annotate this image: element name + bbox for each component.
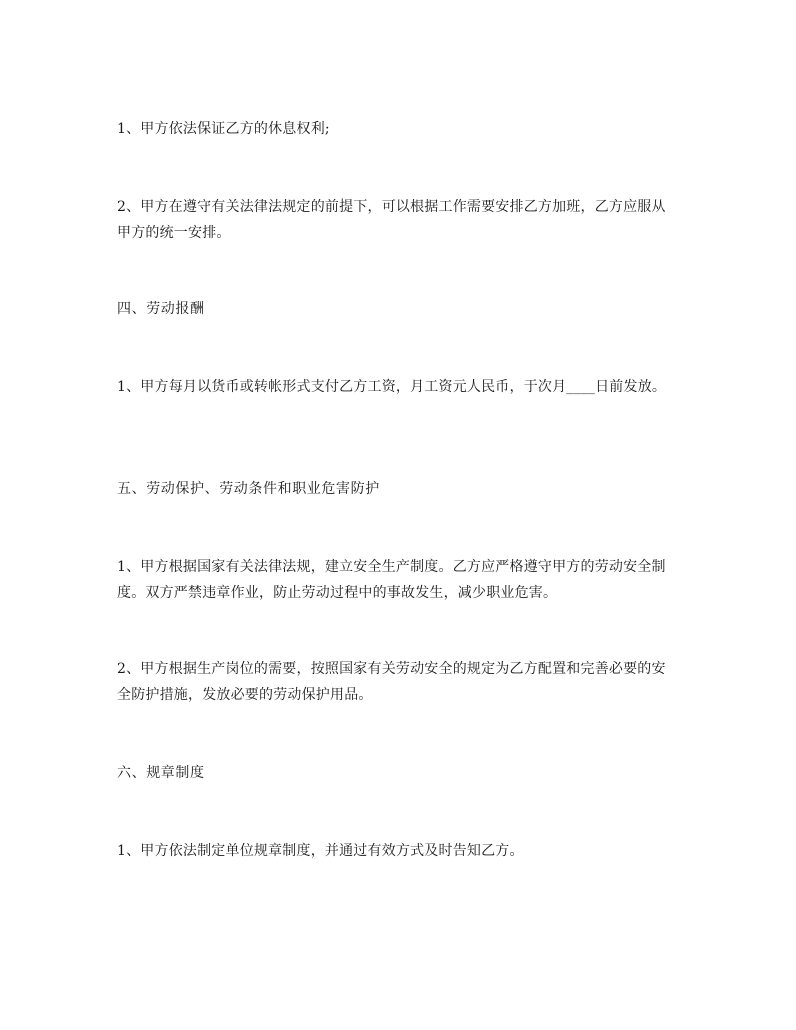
rest-rights-clause: 1、甲方依法保证乙方的休息权利; bbox=[117, 121, 330, 137]
section-heading-remuneration: 四、劳动报酬 bbox=[117, 301, 205, 317]
rules-notification-clause: 1、甲方依法制定单位规章制度，并通过有效方式及时告知乙方。 bbox=[117, 843, 524, 859]
section-heading-rules: 六、规章制度 bbox=[117, 765, 205, 781]
section-heading-labor-protection: 五、劳动保护、劳动条件和职业危害防护 bbox=[117, 481, 380, 497]
protective-measures-clause: 2、甲方根据生产岗位的需要，按照国家有关劳动安全的规定为乙方配置和完善必要的安全防护措施，发放必要的劳动保护用品。 bbox=[117, 661, 666, 703]
overtime-clause: 2、甲方在遵守有关法律法规定的前提下，可以根据工作需要安排乙方加班，乙方应服从甲方的统一安排。 bbox=[117, 199, 666, 241]
salary-payment-clause: 1、甲方每月以货币或转帐形式支付乙方工资，月工资元人民币，于次月____日前发放。 bbox=[117, 379, 667, 395]
safety-system-clause: 1、甲方根据国家有关法律法规，建立安全生产制度。乙方应严格遵守甲方的劳动安全制度。双方严禁违章作业，防止劳动过程中的事故发生，减少职业危害。 bbox=[117, 559, 666, 601]
